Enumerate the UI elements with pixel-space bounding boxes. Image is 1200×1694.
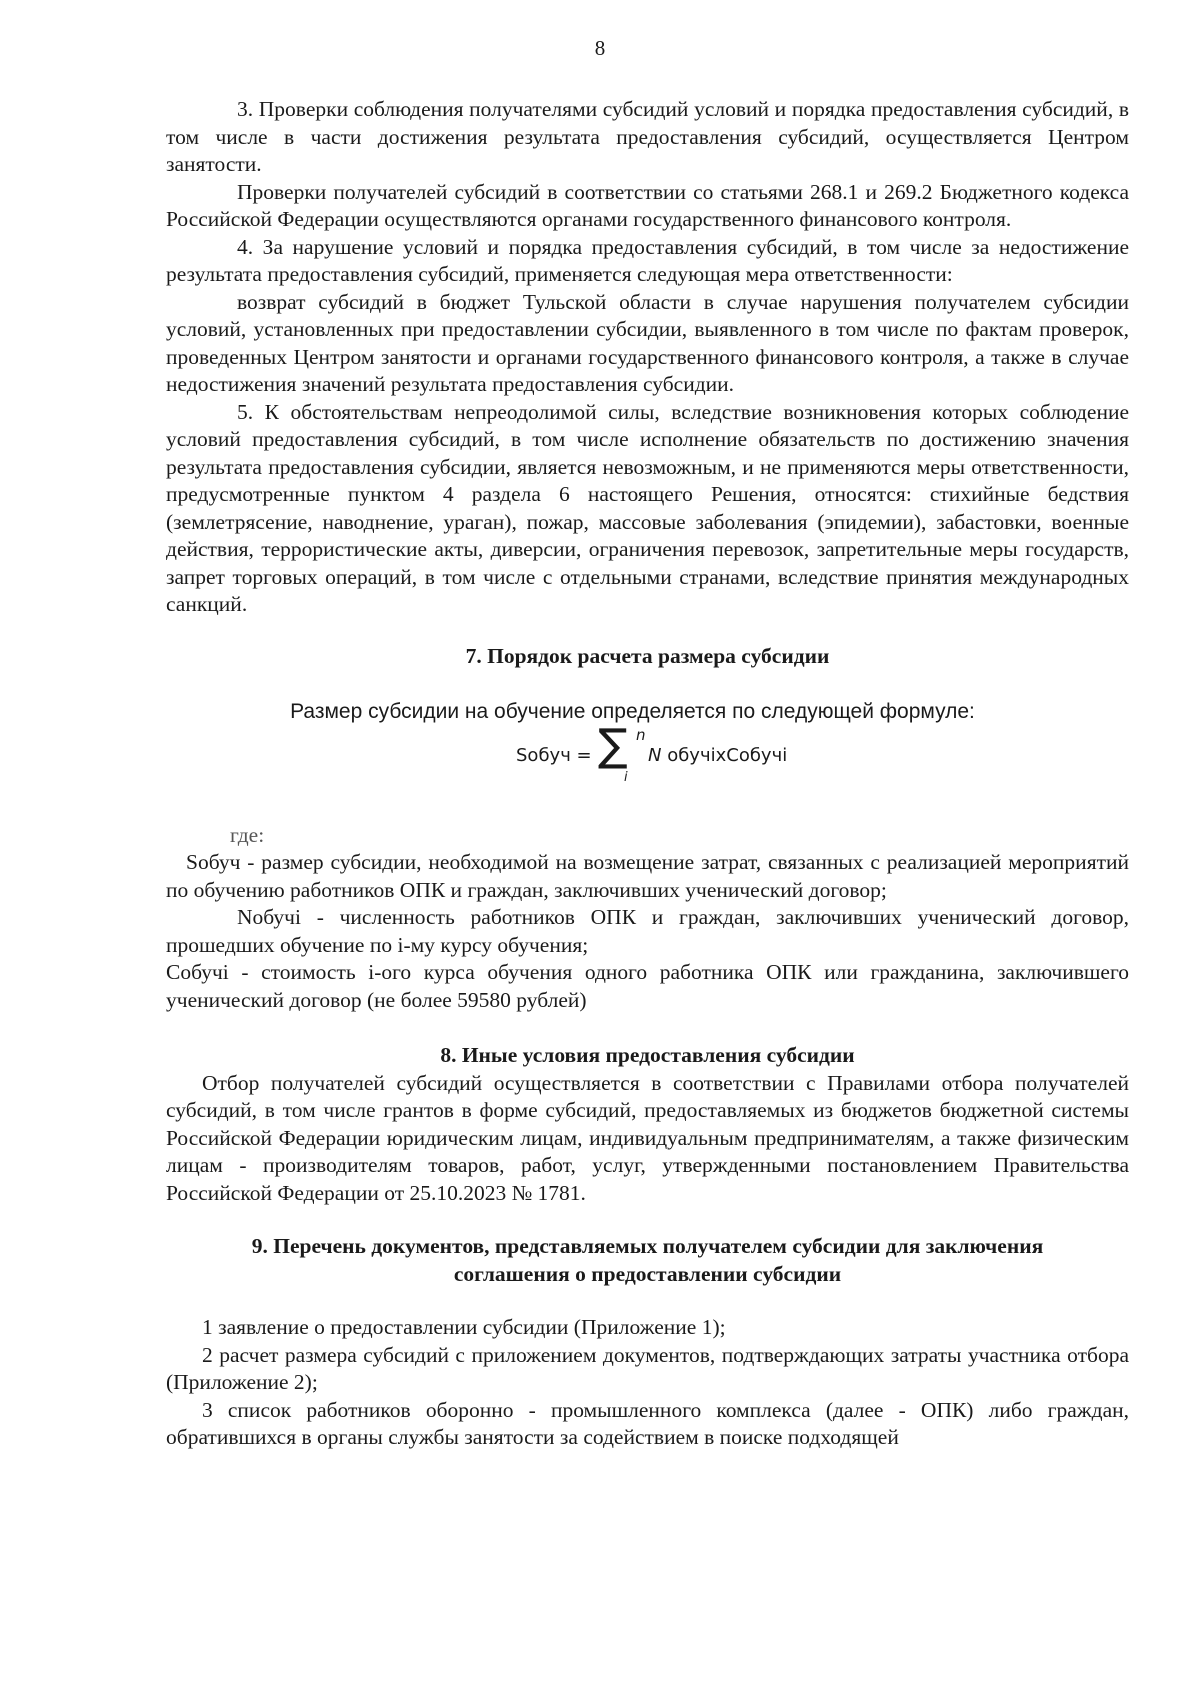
list-item: 1 заявление о предоставлении субсидии (Приложение 1); [202, 1315, 726, 1339]
formula-intro: Размер субсидии на обучение определяется по следующей формуле: [290, 700, 975, 723]
document-body [166, 96, 1129, 1452]
definition-n-obuch: Nобучi - численность работников ОПК и граждан, заключивших ученический договор, прошедших обучение по i-му курсу обучения; [166, 905, 1129, 957]
section-8-heading: 8. Иные условия предоставления субсидии [440, 1043, 855, 1067]
paragraph-6-3: 3. Проверки соблюдения получателями субсидий условий и порядка предоставления субсидий, в том числе в части достижения результата предоставления субсидий, осуществляется Центром занятости. [166, 97, 1129, 176]
paragraph-6-5: 5. К обстоятельствам непреодолимой силы, вследствие возникновения которых соблюдение условий предоставления субсидий, в том числе исполнение обязательств по достижению значения результата предоставления субсидии, является невозможным, и не применяются меры ответственности, предусмотренные пунктом 4 раздела 6 настоящего Решения, относятся: стихийные бедствия (землетрясение, наводнение, ураган), пожар, массовые заболевания (эпидемии), забастовки, военные действия, террористические акты, диверсии, ограничения перевозок, запретительные меры государств, запрет торговых операций, в том числе с отдельными странами, вследствие принятия международных санкций. [166, 399, 1129, 616]
definition-s-obuch: Sобуч - размер субсидии, необходимой на возмещение затрат, связанных с реализацией мероприятий по обучению работников ОПК и граждан, заключивших ученический договор; [166, 850, 1129, 902]
sum-lower-index: i [624, 769, 628, 785]
section-9-heading-line-1: 9. Перечень документов, представляемых получателем субсидии для заключения [251, 1234, 1044, 1258]
list-item: 3 список работников оборонно - промышленного комплекса (далее - ОПК) либо граждан, обратившихся в органы службы занятости за содействием в поиске подходящей [166, 1397, 1129, 1449]
subsidy-formula [166, 719, 1129, 785]
paragraph-6-4: 4. За нарушение условий и порядка предоставления субсидий, в том числе за недостижение результата предоставления субсидий, применяется следующая мера ответственности: [166, 234, 1129, 286]
formula-rhs-text: обучiхСобучi [661, 744, 788, 766]
sum-upper-limit: n [636, 725, 646, 744]
documents-list [166, 1314, 1129, 1452]
list-item: 2 расчет размера субсидий с приложением документов, подтверждающих затраты участника отбора (Приложение 2); [166, 1342, 1129, 1394]
where-label: где: [230, 822, 265, 847]
section-9-heading-line-2: соглашения о предоставлении субсидии [453, 1261, 842, 1286]
formula-rhs [648, 742, 787, 770]
section-7-heading: 7. Порядок расчета размера субсидии [465, 643, 830, 668]
formula-n-symbol: N [648, 744, 662, 766]
page-number: 8 [594, 36, 606, 60]
paragraph-6-4b: возврат субсидий в бюджет Тульской области в случае нарушения получателем субсидии условий, установленных при предоставлении субсидии, выявленного в том числе по фактам проверок, проведенных Центром занятости и органами государственного финансового контроля, а также в случае недостижения значений результата предоставления субсидии. [166, 289, 1129, 396]
definition-c-obuch: Собучi - стоимость i-ого курса обучения одного работника ОПК или гражданина, заключившего ученический договор (не более 59580 рублей) [166, 960, 1129, 1012]
section-8-text: Отбор получателей субсидий осуществляется в соответствии с Правилами отбора получателей субсидий, в том числе грантов в форме субсидий, предоставляемых из бюджетов бюджетной системы Российской Федерации юридическим лицам, индивидуальным предпринимателям, а также физическим лицам - производителям товаров, работ, услуг, утвержденными постановлением Правительства Российской Федерации от 25.10.2023 № 1781. [166, 1070, 1129, 1205]
paragraph-6-3b: Проверки получателей субсидий в соответствии со статьями 268.1 и 269.2 Бюджетного кодекса Российской Федерации осуществляются органами государственного финансового контроля. [166, 179, 1129, 231]
sum-symbol: ∑ [598, 719, 628, 771]
formula-lhs: Sобуч = [516, 744, 592, 766]
